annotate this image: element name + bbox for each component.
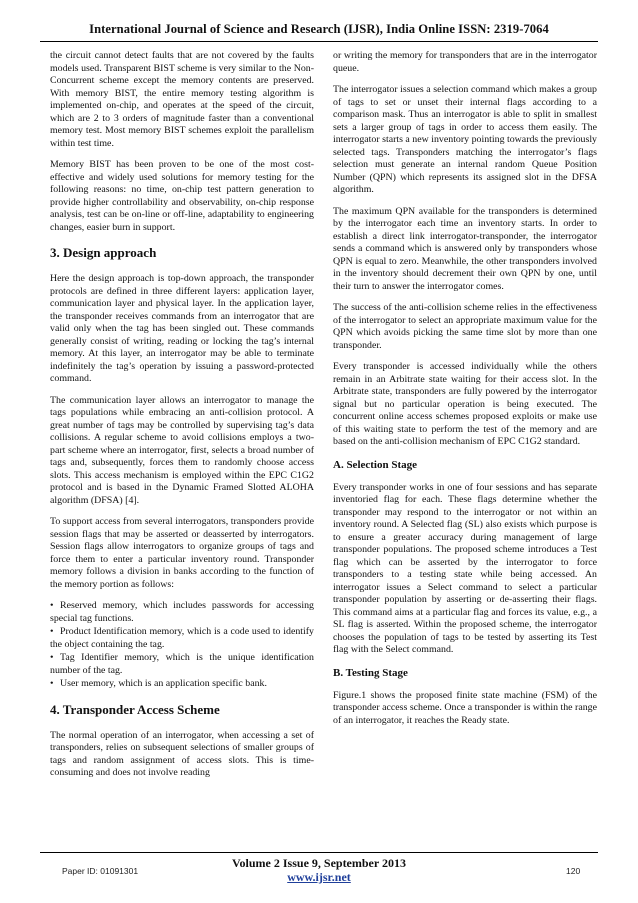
bullet-icon: • <box>50 652 54 663</box>
paragraph: Every transponder works in one of four sessions and has separate inventoried flag for each. These flags determine whether the transponder may respond to the interrogator or not within an inventory round. A Selected flag (SL) also exists which purpose is to ensure a greater accuracy during management of large transponder populations. The proposed scheme introduces a Test flag which can be asserted by the interrogator to force transponders to a testing state while being accessed. An interrogator issues a Select command to select a particular transponder population by asserting or de-asserting their flags. This command aims at a particular flag and forces its value, e.g., a SL flag is asserted. Within the proposed scheme, the interrogator chooses the population of tags to be tested by asserting its Test flag with the Select command. <box>333 481 597 655</box>
list-item: • Reserved memory, which includes passwords for accessing special tag functions. <box>50 600 314 624</box>
section-heading-design-approach: 3. Design approach <box>50 245 157 260</box>
paragraph: To support access from several interrogators, transponders provide session flags that may be asserted or deasserted by interrogators. Session flags allow interrogators to organize groups of tags and force them to enter a particular inventory round. Transponder memory follows a division in banks according to the function of the memory portion as follows: <box>50 516 314 590</box>
subsection-heading-selection-stage: A. Selection Stage <box>333 458 418 471</box>
list-item: • User memory, which is an application specific bank. <box>50 678 267 689</box>
paragraph: The maximum QPN available for the transponders is determined by the interrogator each time an inventory starts. In order to establish a direct link interrogator-transponder, the interrogator sends a command which is answered only by transponders whose QPN is equal to zero. Meanwhile, the other transponders involved in the inventory should decrement their own QPN by one, until their turn to answer the interrogator comes. <box>333 205 597 292</box>
paragraph: The communication layer allows an interrogator to manage the tags populations while embracing an anti-collision protocol. A great number of tags may be controlled by supervising tag’s data collisions. A regular scheme to avoid collisions employs a two-part scheme where an interrogator, first, selects a broad number of tags and, subsequently, forces them to randomly choose access slots. This access mechanism is employed within the EPC C1G2 protocol and is based in the Dynamic Framed Slotted ALOHA algorithm (DFSA) [4]. <box>50 394 314 506</box>
paragraph: The interrogator issues a selection command which makes a group of tags to set or unset their internal flags according to a comparison mask. Thus an interrogator is able to split in smallest sets a larger group of tags in order to access them easily. The interrogator starts a new inventory pointing towards the previously selected tags. Transponders matching the interrogator’s flags selection must generate an internal random Queue Position Number (QPN) which represents its assigned slot in the DFSA algorithm. <box>333 84 597 195</box>
section-heading-transponder-access: 4. Transponder Access Scheme <box>50 701 220 717</box>
right-column <box>333 50 597 736</box>
bullet-icon: • <box>50 626 54 637</box>
paragraph: Every transponder is accessed individually while the others remain in an Arbitrate state waiting for their access slot. In the Arbitrate state, transponders are fully powered by the interrogator signal but no particular operation is being executed. The concurrent online access schemes proposed exploits or make use of this waiting state to perform the test of the memory and are based on the anti-collision mechanism of EPC C1G2 standard. <box>333 361 597 447</box>
paragraph: The normal operation of an interrogator, when accessing a set of transponders, relies on subsequent selections of smaller groups of tags and random assignment of access slots. This is time-consuming and does not involve reading <box>50 729 314 778</box>
journal-header: International Journal of Science and Research (IJSR), India Online ISSN: 2319-7064 <box>89 22 549 36</box>
paragraph: Here the design approach is top-down approach, the transponder protocols are defined in three different layers: application layer, communication layer and physical layer. In the application layer, the transponder receives commands from an interrogator that are valid only when the tag has been singled out. These commands generally consist of writing, reading or locking the tag’s internal memory. At this layer, an interrogator may be able to terminate indefinitely the tag’s operation by issuing a password-protected command. <box>50 273 314 384</box>
list-item: • Product Identification memory, which is a code used to identify the object containing the tag. <box>50 626 314 650</box>
page-number: 120 <box>566 866 581 876</box>
list-item: • Tag Identifier memory, which is the unique identification number of the tag. <box>50 652 314 676</box>
paragraph: Figure.1 shows the proposed finite state machine (FSM) of the transponder access scheme. Once a transponder is within the range of an interrogator, it reaches the Ready state. <box>333 689 597 726</box>
memory-bank-list <box>50 600 314 691</box>
header-divider <box>40 41 598 42</box>
paragraph: the circuit cannot detect faults that are not covered by the faults models used. Transparent BIST scheme is very similar to the Non-Concurrent scheme except the memory contents are preserved. With memory BIST, the entire memory testing algorithm is implemented on-chip, and operates at the speed of the circuit, which are 2 to 3 orders of magnitude faster than a conventional memory test. Most memory BIST schemes exploit the parallelism within test time. <box>50 50 314 149</box>
footer-divider <box>40 852 598 853</box>
subsection-heading-testing-stage: B. Testing Stage <box>333 666 408 679</box>
paragraph: or writing the memory for transponders that are in the interrogator queue. <box>333 50 597 74</box>
bullet-icon: • <box>50 678 54 689</box>
left-column <box>50 50 314 789</box>
footer-volume: Volume 2 Issue 9, September 2013 <box>231 856 406 870</box>
paragraph: Memory BIST has been proven to be one of the most cost-effective and widely used solutions for memory testing for the following reasons: no time, on-chip test pattern generation to provide higher controllability and observability, on-chip response analysis, test can be on-line or off-line, adaptability to engineering changes, easier burn in support. <box>50 159 314 233</box>
paper-id: Paper ID: 01091301 <box>62 866 139 876</box>
footer-url-link[interactable]: www.ijsr.net <box>287 870 351 884</box>
paragraph: The success of the anti-collision scheme relies in the effectiveness of the interrogator to select an appropriate maximum value for the QPN which avoids picking the same time slot by more than one transponder. <box>333 302 597 351</box>
bullet-icon: • <box>50 600 54 611</box>
